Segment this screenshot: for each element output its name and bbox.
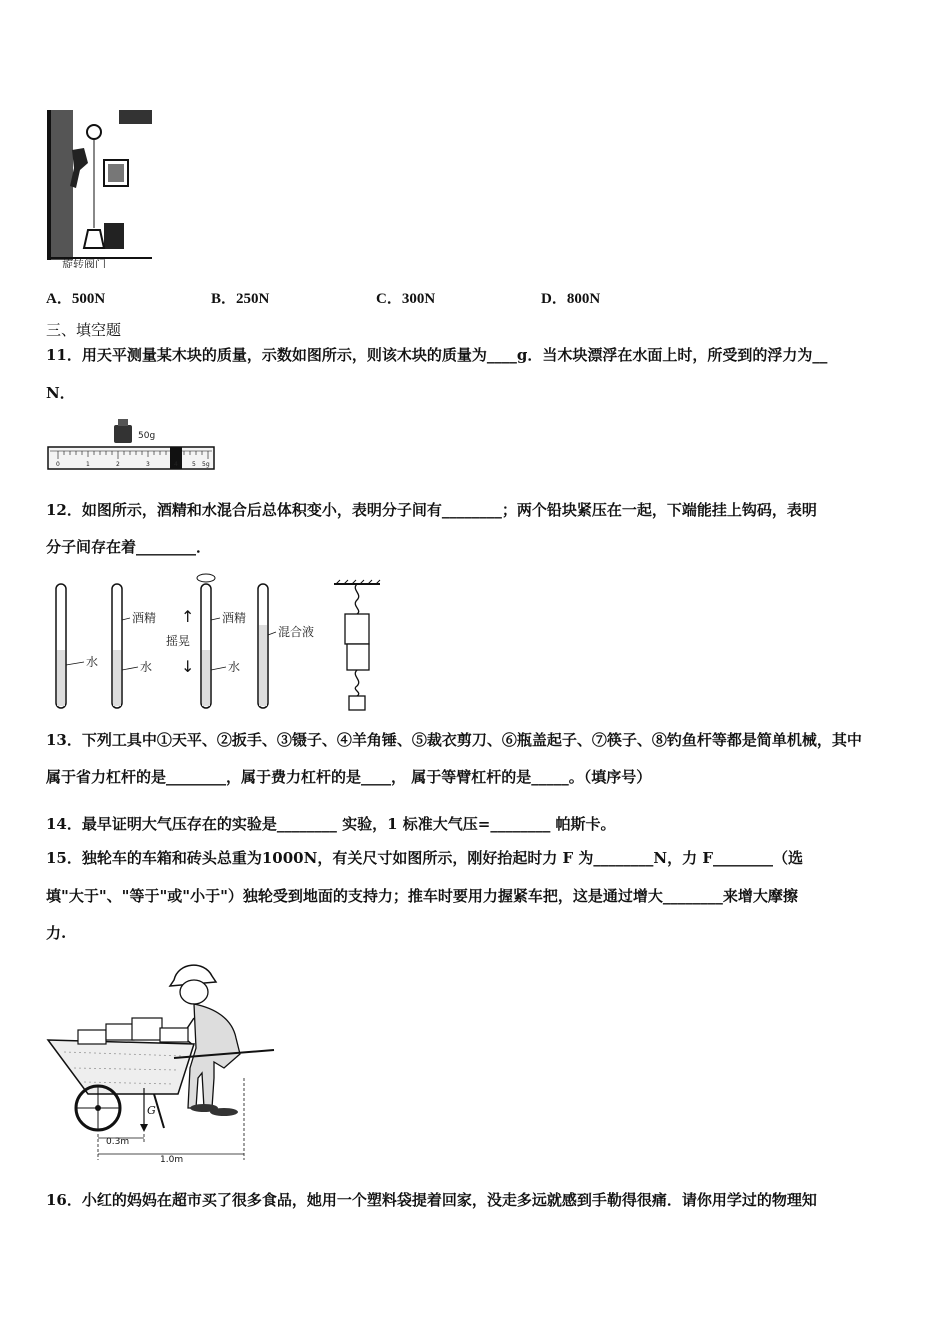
q14-line1: 14．最早证明大气压存在的实验是________ 实验，1 标准大气压=________ 帕斯卡。 xyxy=(46,815,616,833)
q11-line1: 11．用天平测量某木块的质量，示数如图所示，则该木块的质量为____g．当木块漂浮在水面上时，所受到的浮力为__ xyxy=(46,346,828,364)
figure-tubes xyxy=(46,570,391,715)
dist-1-0m: 1.0m xyxy=(160,1155,184,1165)
tube4-mixture: 混合液 xyxy=(278,625,315,639)
figure-pulley-label: 旋转阀门 xyxy=(62,258,106,268)
tick-2: 2 xyxy=(116,461,120,468)
option-a-value: 500N xyxy=(71,291,106,307)
tube3-water: 水 xyxy=(228,660,241,674)
figure-balance-scale xyxy=(46,413,218,475)
q12-line2: 分子间存在着________． xyxy=(46,538,212,556)
tick-4: 4 xyxy=(174,461,178,468)
option-b-letter: B． xyxy=(211,291,237,307)
q16-line1: 16．小红的妈妈在超市买了很多食品，她用一个塑料袋提着回家，没走多远就感到手勒得很痛．请你用学过的物理知 xyxy=(46,1191,817,1209)
tube3-alcohol: 酒精 xyxy=(222,611,247,625)
option-c-letter: C． xyxy=(376,291,402,307)
weight-label: 50g xyxy=(138,431,156,441)
section-title: 三、填空题 xyxy=(46,321,122,339)
option-d-letter: D． xyxy=(541,291,567,307)
q15-line1: 15．独轮车的车箱和砖头总重为1000N，有关尺寸如图所示，刚好抬起时力 F 为________N，力 F________（选 xyxy=(46,849,804,867)
shake-arrow-up-icon: ↑ xyxy=(181,607,195,626)
tube1-water: 水 xyxy=(86,655,99,669)
figure-wheelbarrow xyxy=(44,958,284,1168)
dist-0-3m: 0.3m xyxy=(106,1137,130,1147)
tick-5: 5 xyxy=(192,461,196,468)
tick-0: 0 xyxy=(56,461,60,468)
option-a[interactable] xyxy=(46,287,105,308)
option-a-letter: A． xyxy=(46,291,72,307)
option-d-value: 800N xyxy=(566,291,601,307)
tick-1: 1 xyxy=(86,461,90,468)
option-c[interactable] xyxy=(376,287,435,308)
q13-line1: 13．下列工具中①天平、②扳手、③镊子、④羊角锤、⑤裁衣剪刀、⑥瓶盖起子、⑦筷子、⑧钓鱼杆等都是简单机械，其中 xyxy=(46,731,862,749)
q15-line3: 力. xyxy=(46,924,67,942)
tube2-alcohol: 酒精 xyxy=(132,611,157,625)
option-b[interactable] xyxy=(211,287,269,308)
tick-5g: 5g xyxy=(202,461,210,468)
shake-label: 摇晃 xyxy=(166,634,191,648)
tube2-water: 水 xyxy=(140,660,153,674)
q15-line2: 填"大于"、"等于"或"小于"）独轮受到地面的支持力；推车时要用力握紧车把，这是通过增大________来增大摩擦 xyxy=(46,887,798,905)
g-label: G xyxy=(147,1104,156,1117)
q13-line2: 属于省力杠杆的是________，属于费力杠杆的是____， 属于等臂杠杆的是_____。（填序号） xyxy=(46,768,652,786)
option-c-value: 300N xyxy=(401,291,436,307)
figure-pulley xyxy=(44,108,156,268)
q12-line1: 12．如图所示，酒精和水混合后总体积变小，表明分子间有________；两个铅块紧压在一起，下端能挂上钩码，表明 xyxy=(46,501,817,519)
shake-arrow-down-icon: ↓ xyxy=(181,657,195,676)
option-d[interactable] xyxy=(541,287,600,308)
tick-3: 3 xyxy=(146,461,150,468)
q11-line2: N． xyxy=(46,384,75,402)
option-b-value: 250N xyxy=(236,291,270,307)
